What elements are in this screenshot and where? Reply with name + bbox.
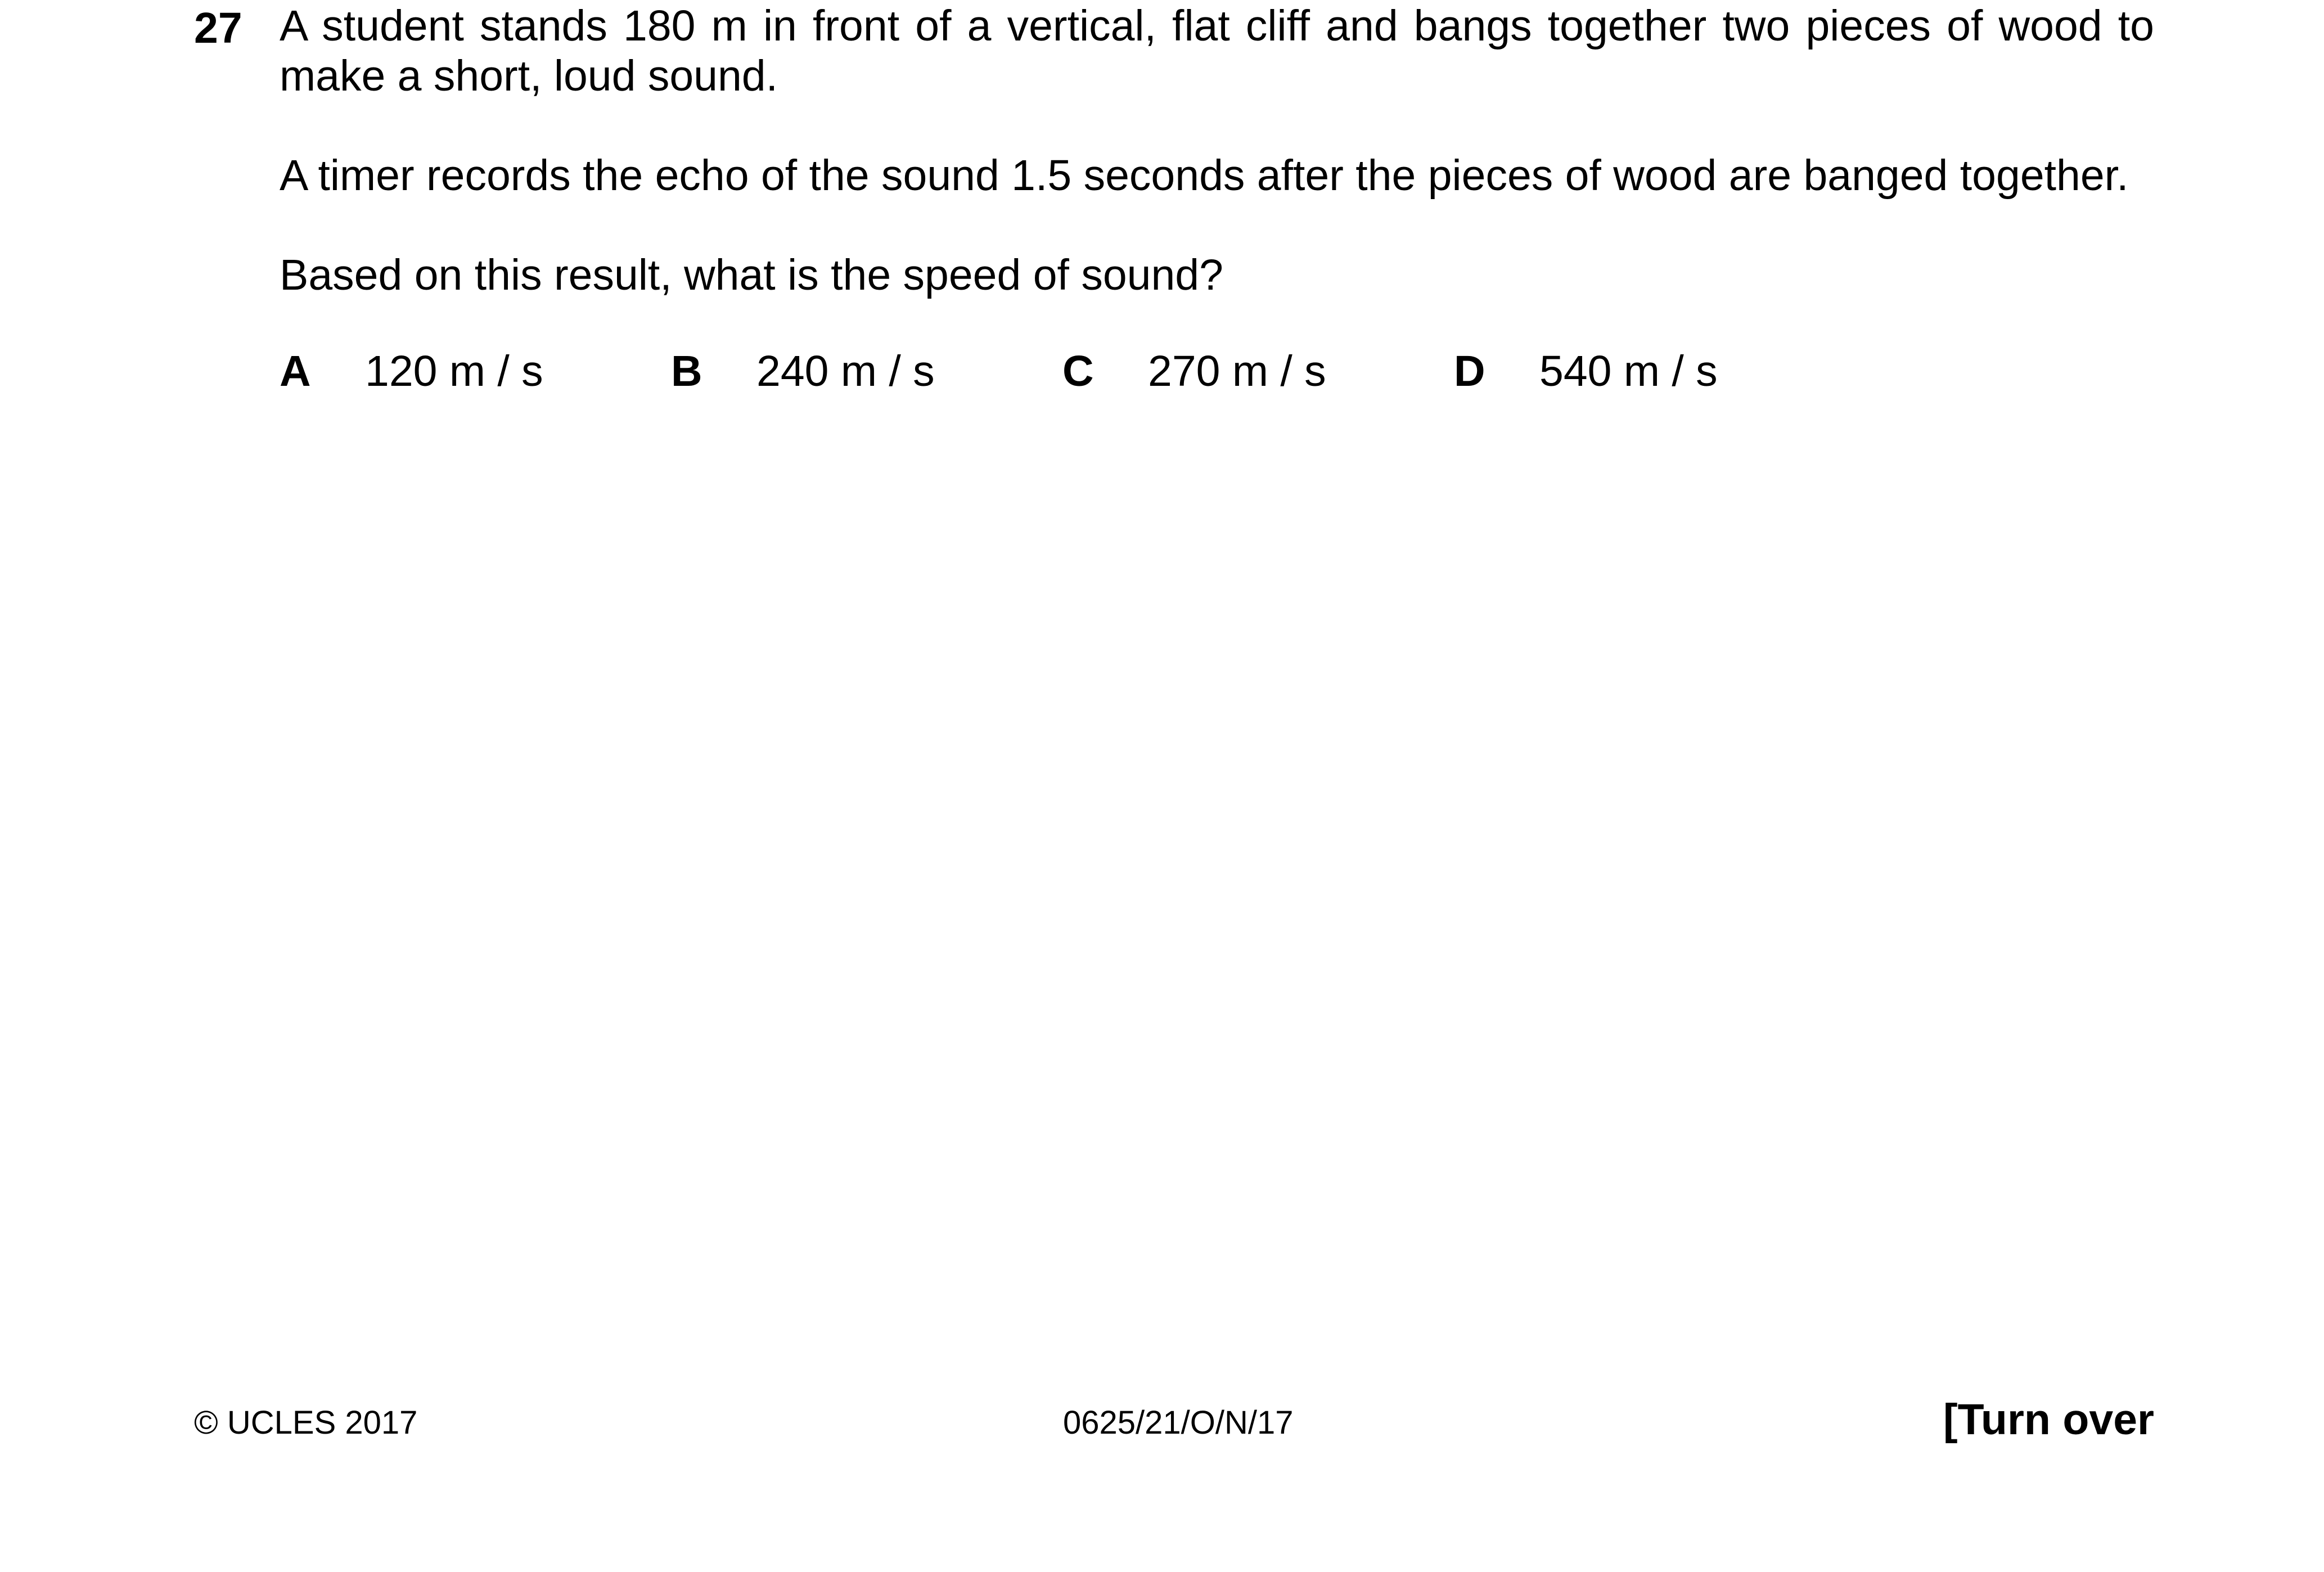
- paper-code: 0625/21/O/N/17: [1063, 1404, 1294, 1441]
- option-c-value: 270 m / s: [1148, 347, 1326, 395]
- option-b-value: 240 m / s: [756, 347, 935, 395]
- option-b-letter: B: [671, 347, 702, 395]
- question-number: 27: [194, 4, 242, 52]
- question-stem-paragraph-1: A student stands 180 m in front of a vertical, flat cliff and bangs together two pieces of wood to make a short, loud sound.: [280, 2, 2154, 100]
- copyright-notice: © UCLES 2017: [194, 1404, 418, 1441]
- option-d-letter: D: [1454, 347, 1485, 395]
- option-a-value: 120 m / s: [365, 347, 543, 395]
- question-prompt: Based on this result, what is the speed of sound?: [280, 251, 1223, 299]
- option-c-letter: C: [1062, 347, 1094, 395]
- option-d-value: 540 m / s: [1539, 347, 1718, 395]
- question-stem-paragraph-2: A timer records the echo of the sound 1.5 seconds after the pieces of wood are banged together.: [280, 151, 2129, 200]
- turn-over-label: [Turn over: [1943, 1395, 2154, 1444]
- option-a-letter: A: [280, 347, 311, 395]
